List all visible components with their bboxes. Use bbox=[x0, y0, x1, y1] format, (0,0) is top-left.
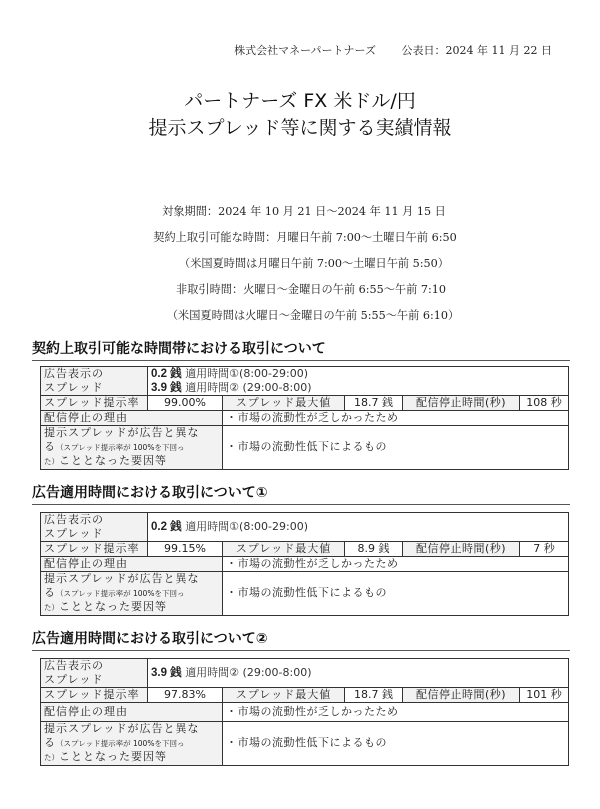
spread-value: 0.2 銭 bbox=[151, 521, 182, 533]
spread-apply-time: 適用時間② (29:00-8:00) bbox=[185, 381, 312, 394]
diff-label-text: る bbox=[44, 439, 56, 453]
metrics-row bbox=[41, 542, 569, 557]
spread-value: 0.2 銭 bbox=[151, 368, 182, 380]
spread-apply-time: 適用時間② (29:00-8:00) bbox=[185, 666, 312, 679]
section-ad-hours-2 bbox=[32, 630, 570, 763]
metrics-row bbox=[41, 396, 569, 411]
ad-spread-label bbox=[41, 367, 148, 396]
stop-time-value: 7 秒 bbox=[520, 542, 569, 557]
diff-reason-label bbox=[41, 722, 223, 766]
rate-value: 99.00% bbox=[148, 396, 223, 411]
ad-spread-label-line2: スプレッド bbox=[44, 527, 104, 540]
spread-value: 3.9 銭 bbox=[151, 667, 182, 679]
spread-value: 3.9 銭 bbox=[151, 382, 182, 394]
diff-reason-value: ・市場の流動性低下によるもの bbox=[223, 426, 569, 470]
rate-value: 97.83% bbox=[148, 688, 223, 703]
ad-spread-label-line1: 広告表示の bbox=[44, 659, 104, 672]
diff-label-note: た） bbox=[44, 753, 59, 762]
ad-spread-label-line2: スプレッド bbox=[44, 381, 104, 394]
non-trading-hours-dst: （米国夏時間は火曜日〜金曜日の午前 5:55〜午前 6:10） bbox=[166, 309, 460, 322]
rate-label: スプレッド提示率 bbox=[41, 396, 148, 411]
max-value: 18.7 銭 bbox=[345, 688, 403, 703]
diff-reason-label bbox=[41, 572, 223, 616]
spread-table bbox=[40, 366, 569, 470]
stop-time-value: 108 秒 bbox=[520, 396, 569, 411]
spread-entry bbox=[151, 666, 565, 680]
document-title bbox=[0, 88, 600, 142]
stop-reason-row bbox=[41, 557, 569, 572]
stop-reason-label: 配信停止の理由 bbox=[41, 411, 223, 426]
diff-label-line3 bbox=[44, 454, 219, 469]
ad-spread-row bbox=[41, 513, 569, 542]
max-label: スプレッド最大値 bbox=[223, 396, 345, 411]
diff-label-line3 bbox=[44, 600, 219, 615]
diff-label-note: （スプレッド提示率が 100%を下回っ bbox=[56, 588, 185, 598]
title-line-2: 提示スプレッド等に関する実績情報 bbox=[148, 117, 452, 139]
spread-entry bbox=[151, 381, 565, 395]
rate-label: スプレッド提示率 bbox=[41, 542, 148, 557]
diff-label-text: こととなった要因等 bbox=[59, 750, 167, 763]
period-info bbox=[0, 203, 600, 333]
ad-spread-label-line2: スプレッド bbox=[44, 673, 104, 686]
max-value: 8.9 銭 bbox=[345, 542, 403, 557]
trading-hours: 契約上取引可能な時間：月曜日午前 7:00〜土曜日午前 6:50 bbox=[153, 231, 457, 244]
diff-label-line2 bbox=[44, 586, 219, 601]
diff-reason-row bbox=[41, 572, 569, 616]
ad-spread-label bbox=[41, 513, 148, 542]
diff-label-line1: 提示スプレッドが広告と異な bbox=[44, 572, 200, 585]
trading-hours-dst: （米国夏時間は月曜日午前 7:00〜土曜日午前 5:50） bbox=[179, 257, 449, 270]
max-label: スプレッド最大値 bbox=[223, 542, 345, 557]
spread-apply-time: 適用時間①(8:00-29:00) bbox=[185, 367, 309, 380]
diff-label-text: こととなった要因等 bbox=[59, 454, 167, 467]
stop-reason-label: 配信停止の理由 bbox=[41, 557, 223, 572]
diff-reason-label bbox=[41, 426, 223, 470]
diff-label-note: た） bbox=[44, 457, 59, 466]
ad-spread-value bbox=[148, 659, 569, 688]
diff-label-note: た） bbox=[44, 603, 59, 612]
diff-label-line1: 提示スプレッドが広告と異な bbox=[44, 722, 200, 735]
publish-date: 公表日：2024 年 11 月 22 日 bbox=[401, 44, 552, 57]
diff-reason-row bbox=[41, 426, 569, 470]
stop-time-label: 配信停止時間(秒) bbox=[403, 688, 520, 703]
metrics-row bbox=[41, 688, 569, 703]
section-heading: 契約上取引可能な時間帯における取引について bbox=[32, 340, 570, 361]
ad-spread-label-line1: 広告表示の bbox=[44, 367, 104, 380]
diff-label-line1: 提示スプレッドが広告と異な bbox=[44, 426, 200, 439]
max-value: 18.7 銭 bbox=[345, 396, 403, 411]
diff-label-note: （スプレッド提示率が 100%を下回っ bbox=[56, 738, 185, 748]
ad-spread-label-line1: 広告表示の bbox=[44, 513, 104, 526]
ad-spread-row bbox=[41, 659, 569, 688]
stop-time-label: 配信停止時間(秒) bbox=[403, 542, 520, 557]
non-trading-hours: 非取引時間：火曜日〜金曜日の午前 6:55〜午前 7:10 bbox=[176, 283, 446, 296]
stop-reason-row bbox=[41, 703, 569, 722]
stop-reason-row bbox=[41, 411, 569, 426]
ad-spread-label bbox=[41, 659, 148, 688]
stop-reason-value: ・市場の流動性が乏しかったため bbox=[223, 411, 569, 426]
diff-label-note: （スプレッド提示率が 100%を下回っ bbox=[56, 442, 185, 452]
diff-label-line3 bbox=[44, 750, 219, 765]
spread-table bbox=[40, 512, 569, 616]
diff-label-line2 bbox=[44, 736, 219, 751]
stop-time-value: 101 秒 bbox=[520, 688, 569, 703]
target-period: 対象期間：2024 年 10 月 21 日〜2024 年 11 月 15 日 bbox=[162, 205, 446, 218]
diff-label-line2 bbox=[44, 440, 219, 455]
section-ad-hours-1 bbox=[32, 484, 570, 613]
section-heading: 広告適用時間における取引について① bbox=[32, 484, 570, 505]
spread-entry bbox=[151, 367, 565, 381]
ad-spread-row bbox=[41, 367, 569, 396]
spread-entry bbox=[151, 520, 565, 534]
document-header bbox=[234, 42, 552, 58]
stop-reason-label: 配信停止の理由 bbox=[41, 703, 223, 722]
diff-reason-value: ・市場の流動性低下によるもの bbox=[223, 572, 569, 616]
rate-value: 99.15% bbox=[148, 542, 223, 557]
ad-spread-value bbox=[148, 367, 569, 396]
company-name: 株式会社マネーパートナーズ bbox=[234, 44, 377, 57]
title-line-1: パートナーズ FX 米ドル/円 bbox=[184, 90, 416, 112]
diff-label-text: る bbox=[44, 735, 56, 749]
stop-time-label: 配信停止時間(秒) bbox=[403, 396, 520, 411]
diff-label-text: る bbox=[44, 585, 56, 599]
ad-spread-value bbox=[148, 513, 569, 542]
stop-reason-value: ・市場の流動性が乏しかったため bbox=[223, 703, 569, 722]
stop-reason-value: ・市場の流動性が乏しかったため bbox=[223, 557, 569, 572]
section-contract-hours bbox=[32, 340, 570, 467]
spread-table bbox=[40, 658, 569, 766]
spread-apply-time: 適用時間①(8:00-29:00) bbox=[185, 520, 309, 533]
diff-label-text: こととなった要因等 bbox=[59, 600, 167, 613]
diff-reason-row bbox=[41, 722, 569, 766]
rate-label: スプレッド提示率 bbox=[41, 688, 148, 703]
max-label: スプレッド最大値 bbox=[223, 688, 345, 703]
diff-reason-value: ・市場の流動性低下によるもの bbox=[223, 722, 569, 766]
section-heading: 広告適用時間における取引について② bbox=[32, 630, 570, 651]
